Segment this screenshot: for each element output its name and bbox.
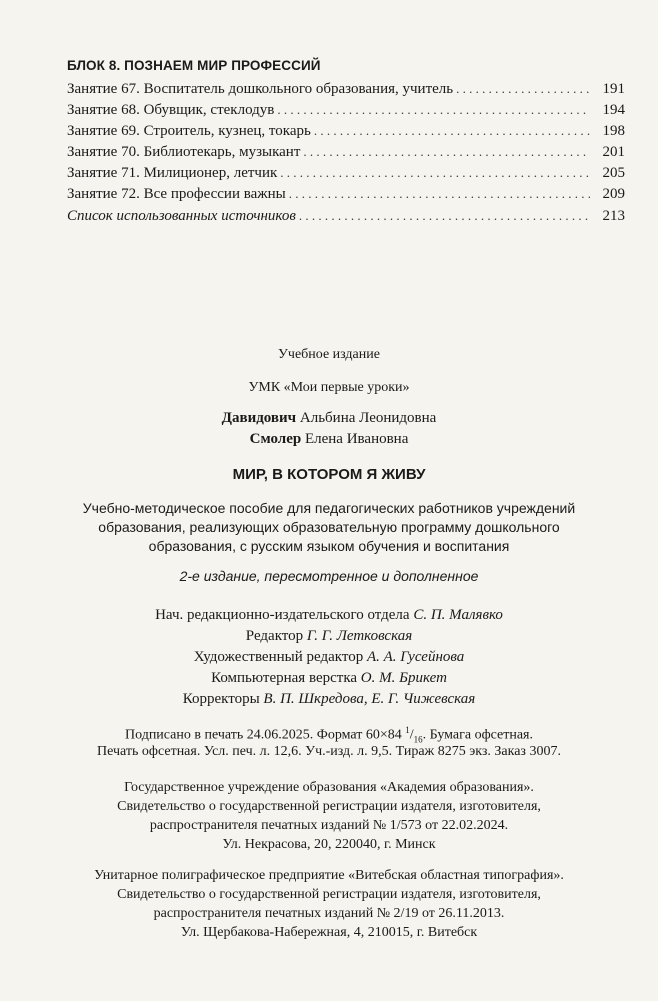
credit-name: В. П. Шкредова, Е. Г. Чижевская <box>263 691 476 707</box>
format-fraction-denominator: 16 <box>413 734 423 745</box>
print-info-text: Подписано в печать 24.06.2025. Формат 60×84 <box>124 727 406 743</box>
toc-entry-page: 201 <box>602 144 625 160</box>
author-1-name: Альбина Леонидовна <box>296 410 437 426</box>
credit-name: О. М. Брикет <box>360 670 447 686</box>
toc-leader-dots <box>280 162 590 183</box>
edition-type: Учебное издание <box>278 347 380 362</box>
printer-line: Унитарное полиграфическое предприятие «Витебская областная типография». <box>94 868 564 883</box>
toc-entry-title: Занятие 72. Все профессии важны <box>67 186 286 202</box>
toc-entry-title: Занятие 71. Милиционер, летчик <box>67 165 278 181</box>
credit-role: Корректоры <box>182 691 264 707</box>
author-2-name: Елена Ивановна <box>301 431 409 447</box>
toc-entry-title: Занятие 70. Библиотекарь, музыкант <box>67 144 301 160</box>
toc-entry <box>67 162 625 183</box>
author-2 <box>0 431 658 448</box>
sources-title: Список использованных источников <box>67 208 296 224</box>
credit-role: Компьютерная верстка <box>211 670 361 686</box>
publisher-line: Ул. Некрасова, 20, 220040, г. Минск <box>222 837 436 852</box>
credit-line <box>0 628 658 645</box>
edition-note: 2-е издание, пересмотренное и дополненное <box>179 568 479 584</box>
toc-entry <box>67 99 625 120</box>
credit-name: С. П. Малявко <box>413 607 503 623</box>
toc-entry-page: 194 <box>602 102 625 118</box>
toc-entry-sources <box>67 205 625 226</box>
credit-line <box>0 670 658 687</box>
printer-line: Ул. Щербакова-Набережная, 4, 210015, г. Витебск <box>180 925 478 940</box>
series-name: УМК «Мои первые уроки» <box>248 380 410 395</box>
table-of-contents <box>67 78 625 204</box>
format-fraction-numerator: 1 <box>405 725 410 735</box>
credit-line <box>0 649 658 666</box>
credit-role: Редактор <box>245 628 307 644</box>
toc-leader-dots <box>303 141 590 162</box>
toc-entry <box>67 183 625 204</box>
toc-entry-page: 191 <box>602 81 625 97</box>
toc-entry-page: 209 <box>602 186 625 202</box>
toc-entry <box>67 120 625 141</box>
publisher-line: Свидетельство о государственной регистрации издателя, изготовителя, <box>117 799 541 814</box>
publisher-line: Государственное учреждение образования «Академия образования». <box>124 780 534 795</box>
toc-entry-page: 205 <box>602 165 625 181</box>
author-1-surname: Давидович <box>221 410 297 426</box>
description-line: Учебно-методическое пособие для педагогических работников учреждений <box>82 500 576 516</box>
description-line: образования, реализующих образовательную программу дошкольного <box>98 519 560 535</box>
toc-leader-dots <box>314 120 590 141</box>
toc-entry-title: Занятие 69. Строитель, кузнец, токарь <box>67 123 311 139</box>
toc-entry <box>67 141 625 162</box>
sources-entry-block <box>67 205 625 226</box>
toc-entry <box>67 78 625 99</box>
toc-leader-dots <box>289 183 590 204</box>
book-title: МИР, В КОТОРОМ Я ЖИВУ <box>232 466 426 483</box>
description-line: образования, с русским языком обучения и воспитания <box>148 538 510 554</box>
credit-line <box>0 691 658 708</box>
toc-leader-dots <box>299 205 590 226</box>
credit-line <box>0 607 658 624</box>
credit-role: Художественный редактор <box>193 649 367 665</box>
print-info-line-1: Подписано в печать 24.06.2025. Формат 60×84 $^1/_{16}$. Бумага офсетная. <box>124 725 533 745</box>
author-2-surname: Смолер <box>249 431 302 447</box>
credit-role: Нач. редакционно-издательского отдела <box>155 607 414 623</box>
credit-name: А. А. Гусейнова <box>366 649 465 665</box>
sources-page: 213 <box>602 208 625 224</box>
print-info-line-2: Печать офсетная. Усл. печ. л. 12,6. Уч.-изд. л. 9,5. Тираж 8275 экз. Заказ 3007. <box>97 744 561 759</box>
author-1 <box>0 410 658 427</box>
toc-entry-page: 198 <box>602 123 625 139</box>
print-info-text: . Бумага офсетная. <box>422 727 533 743</box>
toc-entry-title: Занятие 68. Обувщик, стеклодув <box>67 102 275 118</box>
block-title: БЛОК 8. ПОЗНАЕМ МИР ПРОФЕССИЙ <box>67 58 321 73</box>
printer-line: распространителя печатных изданий № 2/19 от 26.11.2013. <box>153 906 505 921</box>
toc-entry-title: Занятие 67. Воспитатель дошкольного образования, учитель <box>67 81 454 97</box>
toc-leader-dots <box>277 99 590 120</box>
publisher-line: распространителя печатных изданий № 1/573 от 22.02.2024. <box>149 818 509 833</box>
printer-line: Свидетельство о государственной регистрации издателя, изготовителя, <box>117 887 541 902</box>
credit-name: Г. Г. Летковская <box>306 628 413 644</box>
toc-leader-dots <box>456 78 590 99</box>
